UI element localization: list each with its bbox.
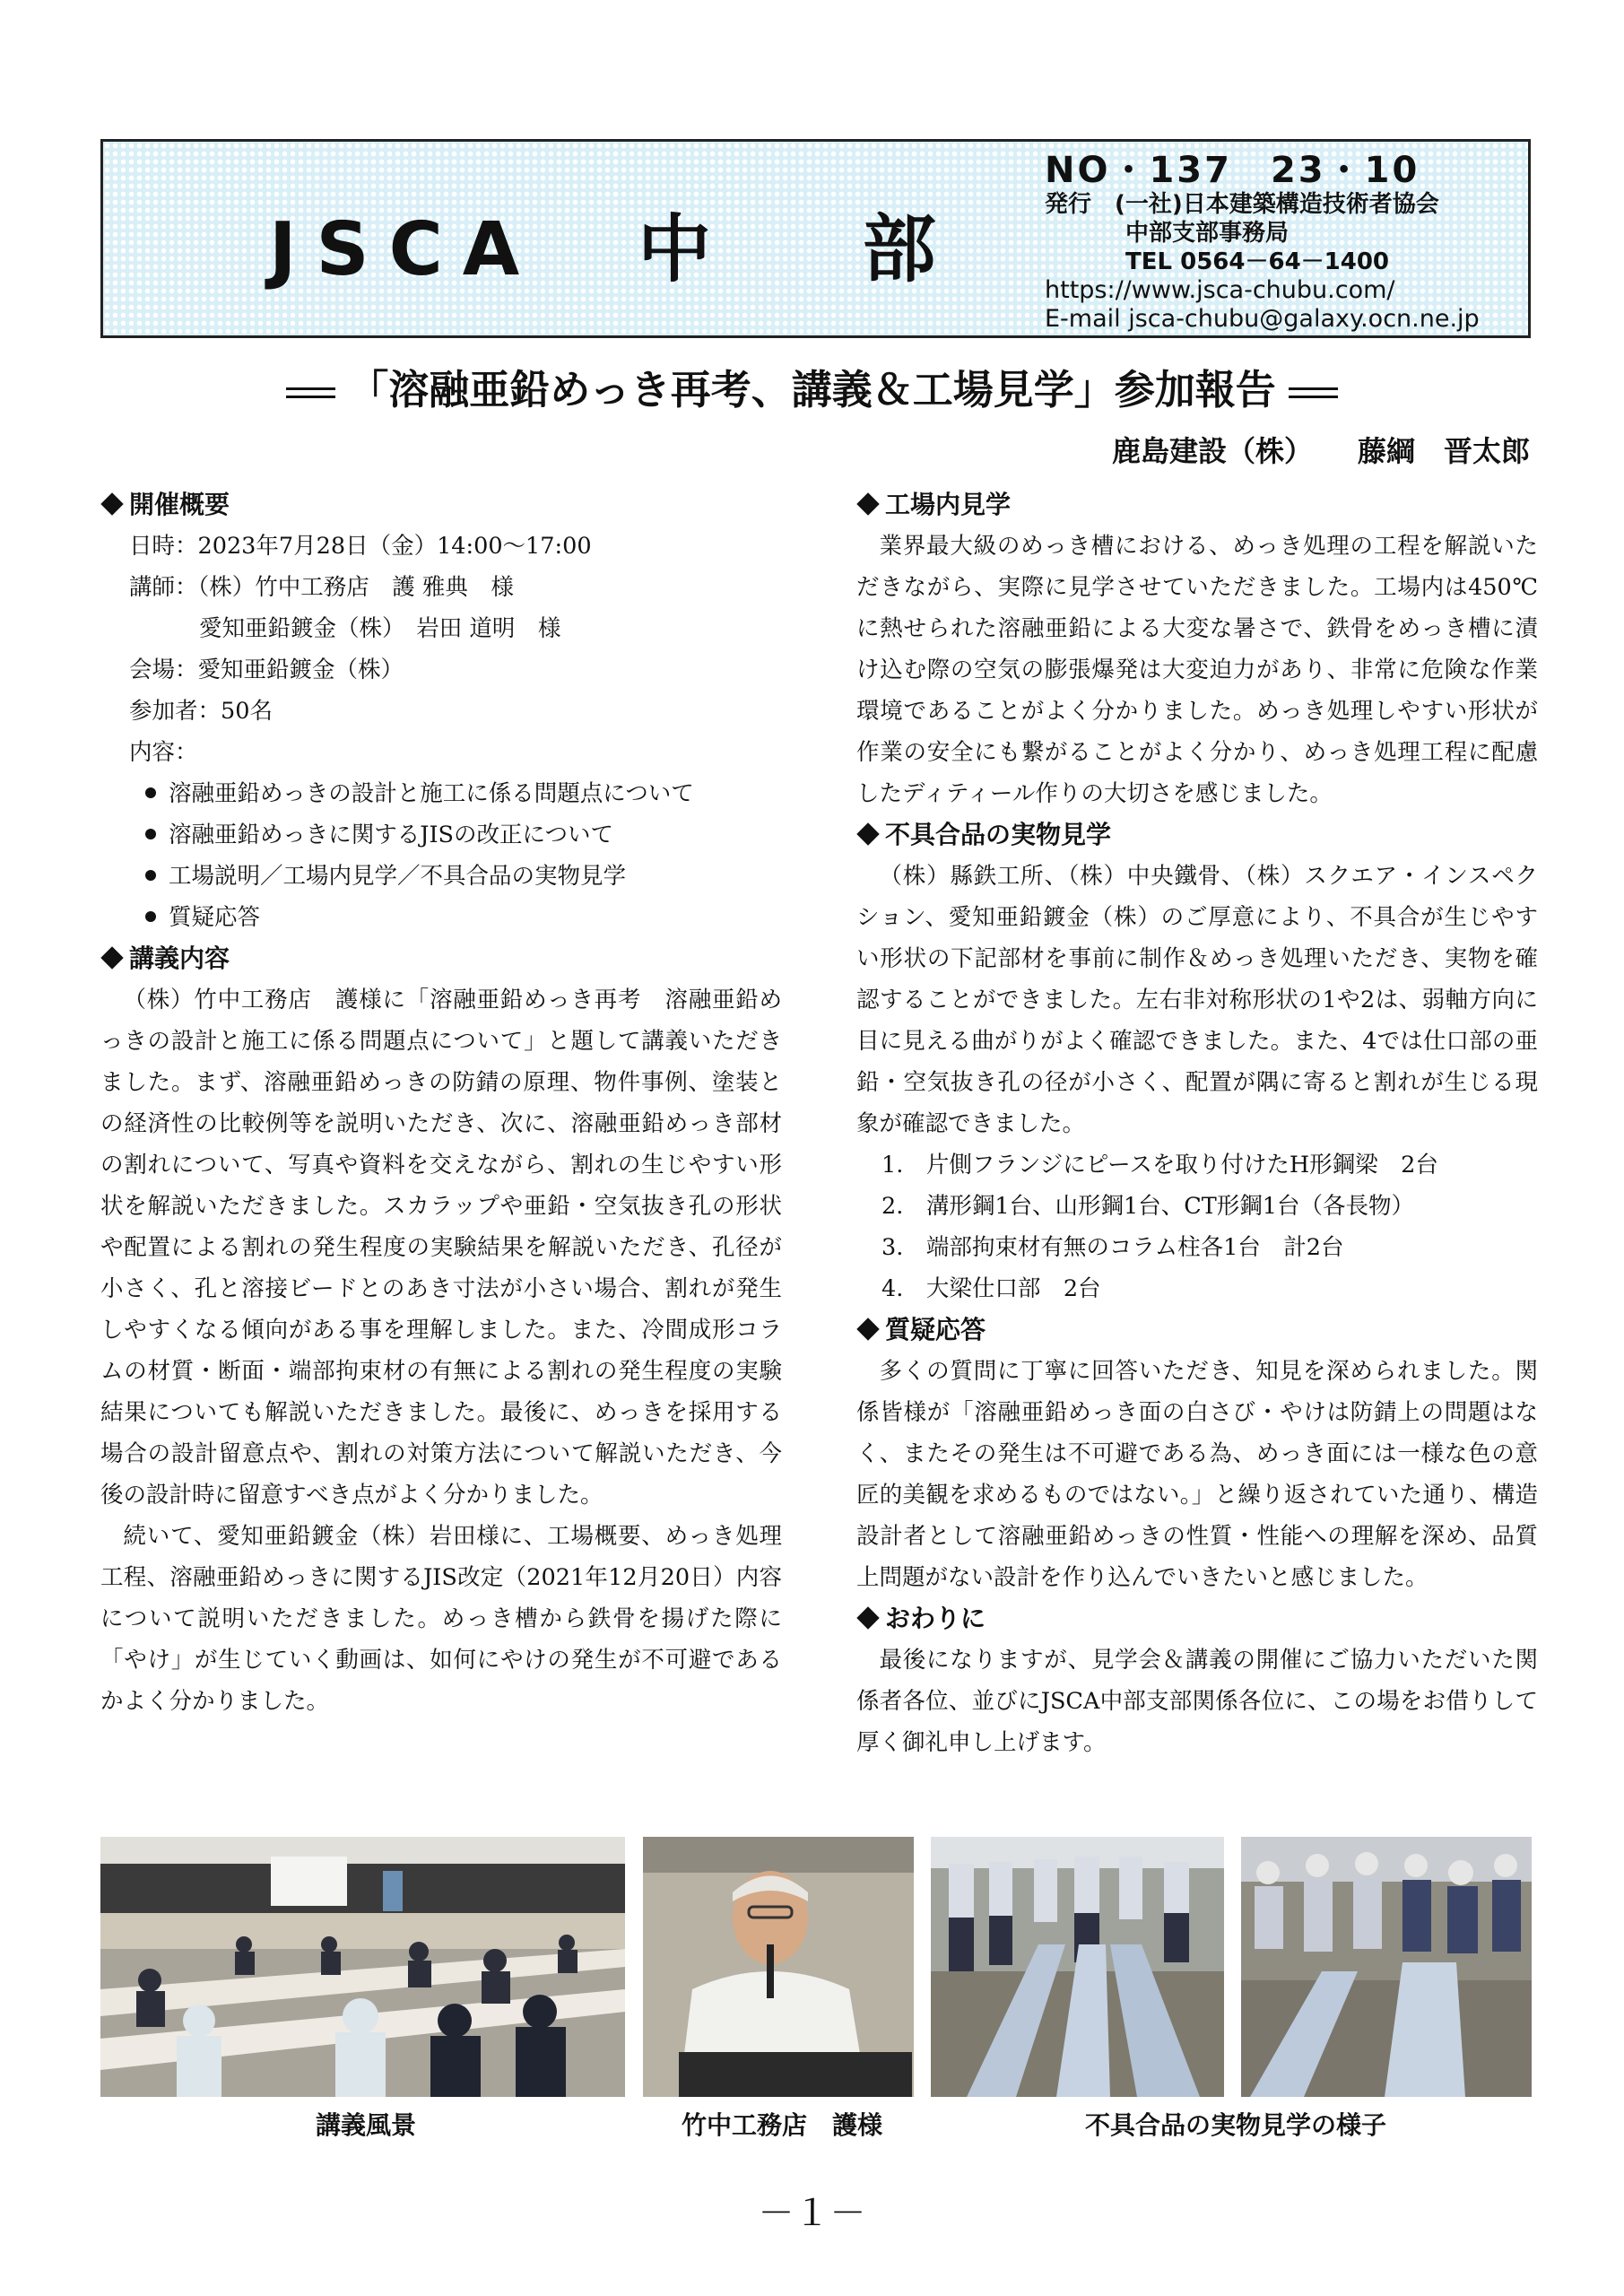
list-item: 3. 端部拘束材有無のコラム柱各1台 計2台 <box>881 1234 1344 1261</box>
website-url: https://www.jsca-chubu.com/ <box>1045 276 1395 304</box>
photo-speaker <box>643 1837 914 2097</box>
photo-inspection-2 <box>1241 1837 1532 2097</box>
masthead-title-jsca: JSCA <box>269 207 540 292</box>
photo-inspection-1 <box>931 1837 1224 2097</box>
diamond-icon <box>100 492 123 515</box>
bullet-icon <box>145 787 156 798</box>
factory-paragraph: 業界最大級のめっき槽における、めっき処理の工程を解説いただきながら、実際に見学させていただきました。工場内は450℃に熱せられた溶融亜鉛による大変な暑さで、鉄骨をめっき槽に漬け込む際の空気の膨張爆発は大変迫力があり、非常に危険な作業環境であることがよく分かりました。めっき処理しやすい形状が作業の安全にも繋がることがよく分かり、めっき処理工程に配慮したディティール作りの大切さを感じました。 <box>856 533 1538 807</box>
diamond-icon <box>856 1318 879 1340</box>
page-number: －１－ <box>758 2193 866 2234</box>
list-item: 4. 大梁仕口部 2台 <box>881 1275 1101 1302</box>
section-heading-closing: おわりに <box>856 1598 1538 1639</box>
section-heading-defects: 不具合品の実物見学 <box>856 814 1538 856</box>
list-item: 工場説明／工場内見学／不具合品の実物見学 <box>100 856 782 897</box>
section-heading-lecture: 講義内容 <box>100 938 782 979</box>
list-item: 2. 溝形鋼1台、山形鋼1台、CT形鋼1台（各長物） <box>881 1193 1415 1220</box>
diamond-icon <box>856 822 879 845</box>
section-heading-qa: 質疑応答 <box>856 1309 1538 1351</box>
qa-paragraph: 多くの質問に丁寧に回答いただき、知見を深められました。関係皆様が「溶融亜鉛めっき面の白さび・やけは防錆上の問題はなく、またその発生は不可避である為、めっき面には一様な色の意匠的美観を求めるものではない。」と繰り返されていた通り、構造設計者として溶融亜鉛めっきの性質・性能への理解を深め、品質上問題がない設計を作り込んでいきたいと感じました。 <box>856 1358 1538 1591</box>
overview-lecturer-1: 講師：（株）竹中工務店 護 雅典 様 <box>129 574 514 601</box>
office-name: 中部支部事務局 <box>1125 220 1290 247</box>
issue-number: NO・137 23・10 <box>1045 150 1420 191</box>
email-address: E-mail jsca-chubu@galaxy.ocn.ne.jp <box>1045 305 1480 333</box>
list-item: 質疑応答 <box>100 897 782 938</box>
bullet-icon <box>145 911 156 922</box>
title-rule-left <box>286 387 335 398</box>
bullet-icon <box>145 829 156 839</box>
left-column <box>100 484 782 1722</box>
publisher-line <box>1045 190 1480 219</box>
list-item: 1. 片側フランジにピースを取り付けたH形鋼梁 2台 <box>881 1152 1438 1178</box>
author-company: 鹿島建設（株） <box>1111 434 1313 468</box>
masthead-title-chubu: 中 部 <box>638 207 999 292</box>
overview-date: 日時：2023年7月28日（金）14:00～17:00 <box>129 533 592 560</box>
caption-lecture: 講義風景 <box>316 2110 417 2140</box>
caption-speaker: 竹中工務店 護様 <box>682 2110 883 2140</box>
section-heading-factory: 工場内見学 <box>856 484 1538 526</box>
diamond-icon <box>856 1606 879 1629</box>
report-title <box>0 357 1624 415</box>
list-item: 溶融亜鉛めっきの設計と施工に係る問題点について <box>100 773 782 814</box>
report-title-text: 「溶融亜鉛めっき再考、講義＆工場見学」参加報告 <box>348 366 1276 413</box>
telephone: TEL 0564－64－1400 <box>1125 248 1390 275</box>
list-item: 溶融亜鉛めっきに関するJISの改正について <box>100 814 782 856</box>
author-name: 藤綱 晋太郎 <box>1357 434 1530 468</box>
author-line <box>1112 429 1530 470</box>
diamond-icon <box>856 492 879 515</box>
lecture-paragraph-2: 続いて、愛知亜鉛鍍金（株）岩田様に、工場概要、めっき処理工程、溶融亜鉛めっきに関するJIS改定（2021年12月20日）内容について説明いただきました。めっき槽から鉄骨を揚げた際に「やけ」が生じていく動画は、如何にやけの発生が不可避であるかよく分かりました。 <box>100 1523 782 1715</box>
overview-contents-label: 内容： <box>129 739 198 766</box>
closing-paragraph: 最後になりますが、見学会＆講義の開催にご協力いただいた関係者各位、並びにJSCA中部支部関係各位に、この場をお借りして厚く御礼申し上げます。 <box>856 1647 1538 1756</box>
bullet-icon <box>145 870 156 881</box>
publisher-label: 発行 <box>1045 191 1092 218</box>
overview-lecturer-2: 愛知亜鉛鍍金（株） 岩田 道明 様 <box>199 615 561 642</box>
diamond-icon <box>100 946 123 969</box>
masthead-title <box>269 191 999 296</box>
publisher-name: (一社)日本建築構造技術者協会 <box>1115 191 1439 218</box>
right-column <box>856 484 1538 1763</box>
masthead <box>100 139 1531 338</box>
masthead-info <box>1045 151 1480 334</box>
lecture-paragraph-1: （株）竹中工務店 護様に「溶融亜鉛めっき再考 溶融亜鉛めっきの設計と施工に係る問題点について」と題して講義いただきました。まず、溶融亜鉛めっきの防錆の原理、物件事例、塗装との経済性の比較例等を説明いただき、次に、溶融亜鉛めっき部材の割れについて、写真や資料を交えながら、割れの生じやすい形状を解説いただきました。スカラップや亜鉛・空気抜き孔の形状や配置による割れの発生程度の実験結果を解説いただき、孔径が小さく、孔と溶接ビードとのあき寸法が小さい場合、割れが発生しやすくなる傾向がある事を理解しました。また、冷間成形コラムの材質・断面・端部拘束材の有無による割れの発生程度の実験結果についても解説いただきました。最後に、めっきを採用する場合の設計留意点や、割れの対策方法について解説いただき、今後の設計時に留意すべき点がよく分かりました。 <box>100 987 782 1509</box>
defects-paragraph: （株）縣鉄工所、（株）中央鐵骨、（株）スクエア・インスペクション、愛知亜鉛鍍金（株）のご厚意により、不具合が生じやすい形状の下記部材を事前に制作＆めっき処理いただき、実物を確認することができました。左右非対称形状の1や2は、弱軸方向に目に見える曲がりがよく確認できました。また、4では仕口部の亜鉛・空気抜き孔の径が小さく、配置が隅に寄ると割れが生じる現象が確認できました。 <box>856 863 1538 1137</box>
section-heading-overview: 開催概要 <box>100 484 782 526</box>
overview-participants: 参加者：50名 <box>129 698 273 725</box>
caption-inspection: 不具合品の実物見学の様子 <box>1085 2110 1387 2140</box>
overview-venue: 会場：愛知亜鉛鍍金（株） <box>129 657 404 683</box>
photo-lecture-room <box>100 1837 625 2097</box>
title-rule-right <box>1289 387 1338 398</box>
